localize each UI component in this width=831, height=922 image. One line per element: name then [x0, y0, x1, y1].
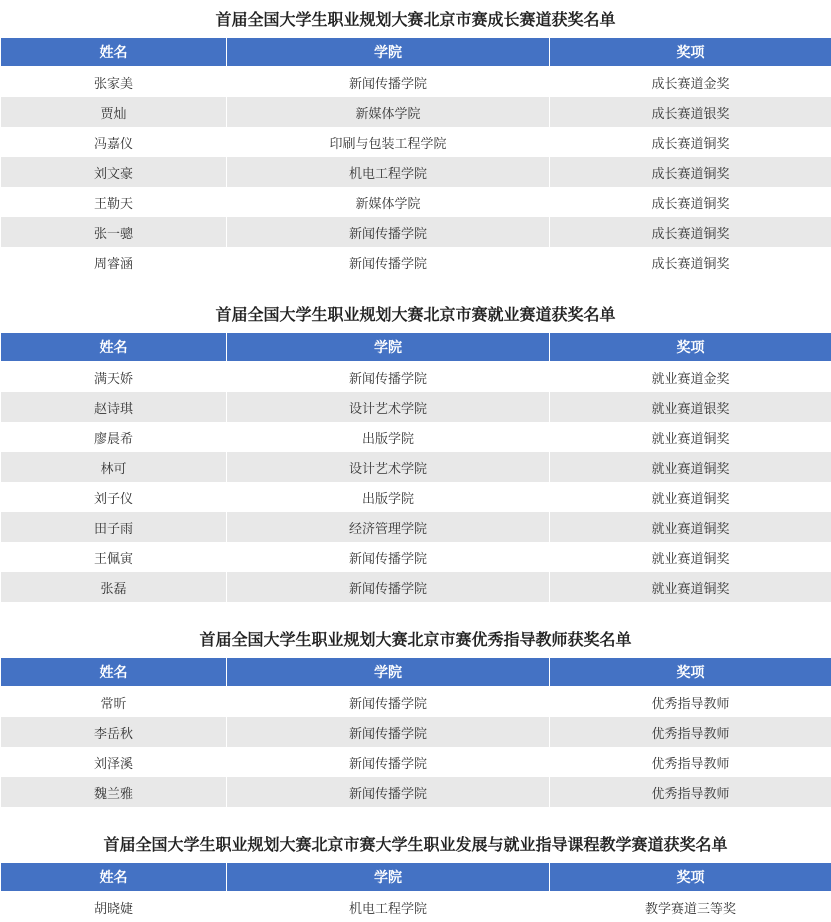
- section-title: 首届全国大学生职业规划大赛北京市赛成长赛道获奖名单: [0, 0, 831, 38]
- cell-college: 出版学院: [227, 422, 550, 452]
- table-row: [1, 97, 831, 127]
- header-award: 奖项: [550, 863, 831, 892]
- award-section: [0, 0, 831, 277]
- table-header-row: [1, 863, 831, 892]
- section-title: 首届全国大学生职业规划大赛北京市赛大学生职业发展与就业指导课程教学赛道获奖名单: [0, 825, 831, 863]
- table-row: [1, 157, 831, 187]
- cell-award: 教学赛道三等奖: [550, 892, 831, 922]
- cell-award: 成长赛道铜奖: [550, 247, 831, 277]
- cell-college: 新闻传播学院: [227, 67, 550, 98]
- cell-college: 新闻传播学院: [227, 217, 550, 247]
- table-row: [1, 187, 831, 217]
- cell-college: 新媒体学院: [227, 187, 550, 217]
- header-award: 奖项: [550, 333, 831, 362]
- award-section: [0, 620, 831, 807]
- table-header-row: [1, 658, 831, 687]
- cell-name: 王佩寅: [1, 542, 227, 572]
- cell-award: 就业赛道铜奖: [550, 482, 831, 512]
- table-row: [1, 747, 831, 777]
- cell-college: 新闻传播学院: [227, 747, 550, 777]
- award-table: [0, 333, 831, 602]
- section-title: 首届全国大学生职业规划大赛北京市赛就业赛道获奖名单: [0, 295, 831, 333]
- cell-name: 王勒天: [1, 187, 227, 217]
- cell-name: 贾灿: [1, 97, 227, 127]
- cell-award: 成长赛道金奖: [550, 67, 831, 98]
- table-header-row: [1, 38, 831, 67]
- table-row: [1, 777, 831, 807]
- cell-name: 李岳秋: [1, 717, 227, 747]
- cell-college: 印刷与包装工程学院: [227, 127, 550, 157]
- award-section: [0, 295, 831, 602]
- header-name: 姓名: [1, 658, 227, 687]
- cell-award: 成长赛道铜奖: [550, 157, 831, 187]
- table-row: [1, 217, 831, 247]
- cell-college: 设计艺术学院: [227, 392, 550, 422]
- award-table: [0, 863, 831, 922]
- table-row: [1, 247, 831, 277]
- table-row: [1, 127, 831, 157]
- award-section: [0, 825, 831, 922]
- cell-college: 新闻传播学院: [227, 362, 550, 393]
- cell-name: 张家美: [1, 67, 227, 98]
- cell-award: 成长赛道银奖: [550, 97, 831, 127]
- cell-award: 优秀指导教师: [550, 747, 831, 777]
- table-row: [1, 512, 831, 542]
- cell-college: 新闻传播学院: [227, 572, 550, 602]
- cell-award: 就业赛道铜奖: [550, 422, 831, 452]
- cell-name: 周睿涵: [1, 247, 227, 277]
- cell-name: 胡晓婕: [1, 892, 227, 922]
- cell-name: 魏兰雅: [1, 777, 227, 807]
- table-header-row: [1, 333, 831, 362]
- cell-college: 机电工程学院: [227, 157, 550, 187]
- cell-name: 满天娇: [1, 362, 227, 393]
- header-award: 奖项: [550, 658, 831, 687]
- section-gap: [0, 277, 831, 295]
- award-table: [0, 658, 831, 807]
- cell-award: 成长赛道铜奖: [550, 127, 831, 157]
- header-college: 学院: [227, 38, 550, 67]
- section-title: 首届全国大学生职业规划大赛北京市赛优秀指导教师获奖名单: [0, 620, 831, 658]
- cell-name: 张一骢: [1, 217, 227, 247]
- cell-college: 新闻传播学院: [227, 247, 550, 277]
- cell-award: 就业赛道银奖: [550, 392, 831, 422]
- cell-name: 林可: [1, 452, 227, 482]
- cell-name: 刘文豪: [1, 157, 227, 187]
- cell-award: 就业赛道铜奖: [550, 512, 831, 542]
- table-row: [1, 572, 831, 602]
- header-college: 学院: [227, 863, 550, 892]
- cell-name: 廖晨希: [1, 422, 227, 452]
- table-row: [1, 687, 831, 718]
- cell-college: 新闻传播学院: [227, 542, 550, 572]
- cell-name: 张磊: [1, 572, 227, 602]
- table-row: [1, 892, 831, 922]
- cell-college: 新媒体学院: [227, 97, 550, 127]
- header-name: 姓名: [1, 333, 227, 362]
- cell-award: 优秀指导教师: [550, 717, 831, 747]
- cell-college: 新闻传播学院: [227, 717, 550, 747]
- cell-college: 新闻传播学院: [227, 687, 550, 718]
- table-row: [1, 362, 831, 393]
- header-college: 学院: [227, 333, 550, 362]
- cell-name: 常昕: [1, 687, 227, 718]
- table-row: [1, 422, 831, 452]
- table-row: [1, 67, 831, 98]
- cell-college: 机电工程学院: [227, 892, 550, 922]
- cell-name: 田子雨: [1, 512, 227, 542]
- cell-award: 优秀指导教师: [550, 777, 831, 807]
- cell-college: 设计艺术学院: [227, 452, 550, 482]
- cell-name: 刘子仪: [1, 482, 227, 512]
- section-gap: [0, 807, 831, 825]
- section-gap: [0, 602, 831, 620]
- table-row: [1, 452, 831, 482]
- table-row: [1, 717, 831, 747]
- header-name: 姓名: [1, 863, 227, 892]
- cell-award: 成长赛道铜奖: [550, 187, 831, 217]
- cell-name: 刘泽溪: [1, 747, 227, 777]
- cell-award: 就业赛道铜奖: [550, 572, 831, 602]
- cell-college: 新闻传播学院: [227, 777, 550, 807]
- header-college: 学院: [227, 658, 550, 687]
- table-row: [1, 392, 831, 422]
- cell-college: 出版学院: [227, 482, 550, 512]
- cell-award: 就业赛道铜奖: [550, 452, 831, 482]
- cell-award: 就业赛道金奖: [550, 362, 831, 393]
- cell-name: 赵诗琪: [1, 392, 227, 422]
- table-row: [1, 542, 831, 572]
- cell-award: 就业赛道铜奖: [550, 542, 831, 572]
- table-row: [1, 482, 831, 512]
- cell-name: 冯嘉仪: [1, 127, 227, 157]
- header-name: 姓名: [1, 38, 227, 67]
- header-award: 奖项: [550, 38, 831, 67]
- cell-award: 优秀指导教师: [550, 687, 831, 718]
- cell-award: 成长赛道铜奖: [550, 217, 831, 247]
- cell-college: 经济管理学院: [227, 512, 550, 542]
- award-table: [0, 38, 831, 277]
